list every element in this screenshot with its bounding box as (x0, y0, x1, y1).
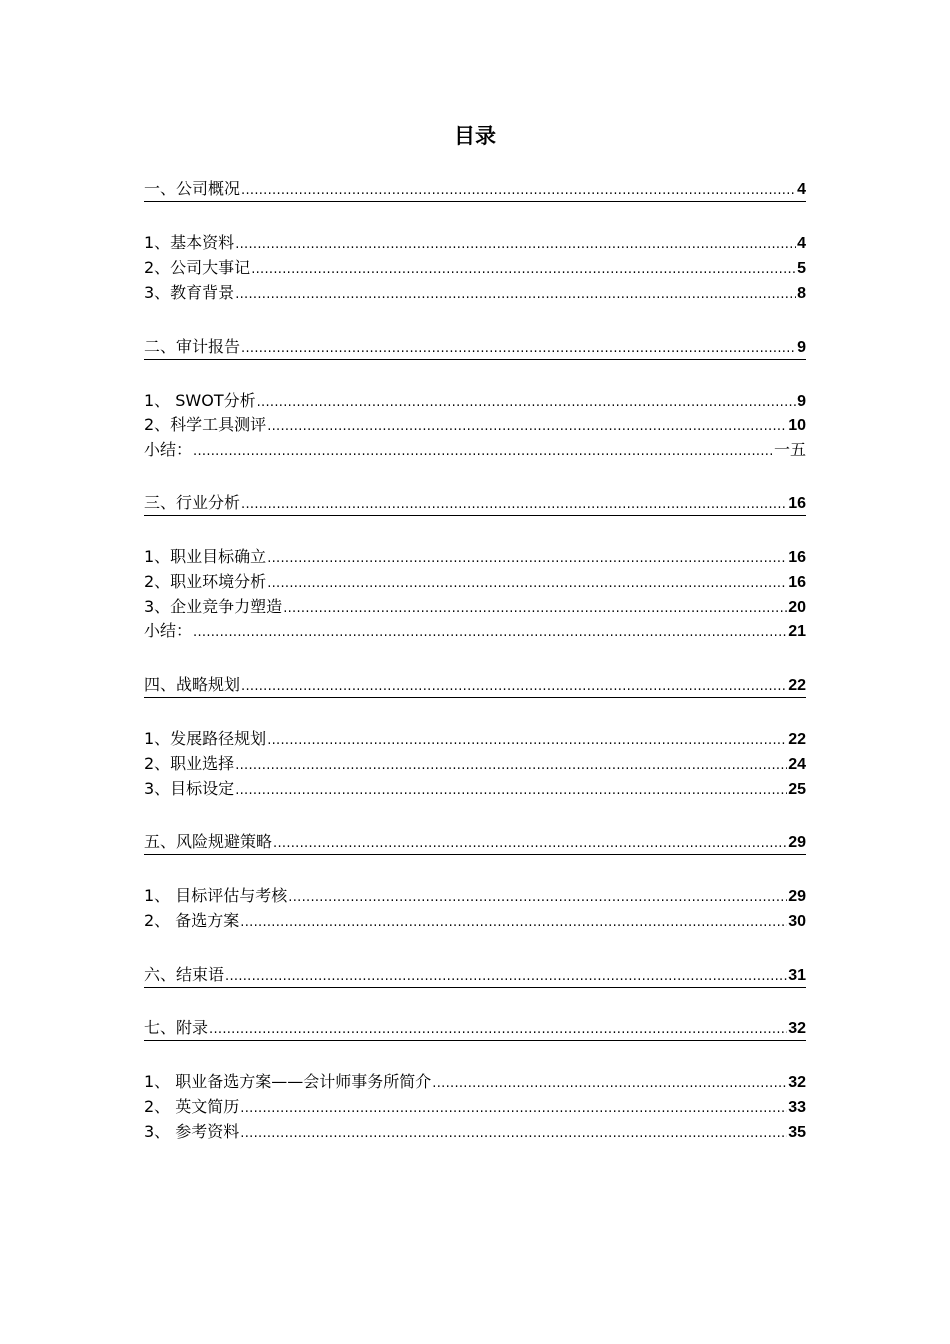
toc-entry-label: 2、 英文简历 (144, 1097, 240, 1116)
toc-entry-label: 三、行业分析 (144, 493, 241, 512)
toc-entry-label: 五、风险规避策略 (144, 832, 273, 851)
toc-page-number: 16 (788, 574, 806, 591)
toc-page-number: 32 (788, 1074, 806, 1091)
leader-dots (193, 622, 787, 644)
toc-entry-label: 2、公司大事记 (144, 258, 251, 277)
toc-item[interactable] (144, 390, 806, 414)
toc-entry-label: 3、目标设定 (144, 779, 235, 798)
leader-dots (241, 338, 796, 359)
leader-dots (241, 180, 796, 201)
leader-dots (267, 548, 787, 570)
toc-entry-label: 1、 职业备选方案——会计师事务所简介 (144, 1072, 432, 1091)
toc-entry-label: 四、战略规划 (144, 675, 241, 694)
toc-item[interactable] (144, 439, 806, 463)
leader-dots (251, 259, 796, 281)
leader-dots (225, 966, 787, 987)
leader-dots (235, 780, 787, 802)
toc-page-number: 35 (788, 1124, 806, 1141)
toc-page-number: 4 (797, 181, 806, 198)
toc-entry-label: 2、 备选方案 (144, 911, 240, 930)
toc-page-number: 21 (788, 623, 806, 640)
toc-page-number: 22 (788, 677, 806, 694)
leader-dots (267, 573, 787, 595)
toc-page-number: 9 (797, 339, 806, 356)
toc-entry-label: 1、职业目标确立 (144, 547, 267, 566)
toc-item[interactable] (144, 885, 806, 909)
leader-dots (283, 598, 787, 620)
leader-dots (240, 1123, 787, 1145)
toc-page-number: 8 (797, 285, 806, 302)
leader-dots (432, 1073, 787, 1095)
toc-page-number: 10 (788, 417, 806, 434)
leader-dots (235, 284, 796, 306)
toc-page-number: 20 (788, 599, 806, 616)
toc-page-number: 31 (788, 967, 806, 984)
toc-page-number: 一五 (773, 440, 806, 459)
toc-entry-label: 2、职业环境分析 (144, 572, 267, 591)
toc-page-number: 29 (788, 888, 806, 905)
toc-item[interactable] (144, 414, 806, 438)
toc-section-7[interactable] (144, 1017, 806, 1041)
toc-item[interactable] (144, 1121, 806, 1145)
leader-dots (267, 416, 787, 438)
toc-entry-label: 小结： (144, 440, 193, 459)
toc-item[interactable] (144, 1071, 806, 1095)
toc-section-4[interactable] (144, 674, 806, 698)
toc-page-number: 29 (788, 834, 806, 851)
toc-page-number: 33 (788, 1099, 806, 1116)
toc-item[interactable] (144, 546, 806, 570)
toc-item[interactable] (144, 753, 806, 777)
toc-entry-label: 二、审计报告 (144, 337, 241, 356)
page-title: 目录 (454, 124, 496, 148)
toc-item[interactable] (144, 778, 806, 802)
leader-dots (235, 234, 796, 256)
toc-entry-label: 3、 参考资料 (144, 1122, 240, 1141)
toc-entry-label: 1、 目标评估与考核 (144, 886, 288, 905)
toc-item[interactable] (144, 232, 806, 256)
toc-entry-label: 3、教育背景 (144, 283, 235, 302)
toc-page-number: 16 (788, 549, 806, 566)
toc-section-1[interactable] (144, 178, 806, 202)
toc-item[interactable] (144, 571, 806, 595)
toc-entry-label: 1、 SWOT分析 (144, 391, 256, 410)
toc-entry-label: 1、基本资料 (144, 233, 235, 252)
leader-dots (240, 1098, 787, 1120)
toc-section-6[interactable] (144, 964, 806, 988)
leader-dots (273, 833, 787, 854)
leader-dots (267, 730, 787, 752)
toc-section-2[interactable] (144, 336, 806, 360)
toc-page-number: 25 (788, 781, 806, 798)
leader-dots (257, 392, 796, 414)
leader-dots (209, 1019, 787, 1040)
toc-item[interactable] (144, 728, 806, 752)
leader-dots (241, 676, 787, 697)
toc-page-number: 16 (788, 495, 806, 512)
leader-dots (288, 887, 787, 909)
toc-page-number: 32 (788, 1020, 806, 1037)
toc-entry-label: 七、附录 (144, 1018, 209, 1037)
toc-page-number: 9 (797, 393, 806, 410)
leader-dots (241, 494, 787, 515)
toc-item[interactable] (144, 257, 806, 281)
toc-page-number: 5 (797, 260, 806, 277)
toc-section-3[interactable] (144, 492, 806, 516)
toc-entry-label: 2、科学工具测评 (144, 415, 267, 434)
leader-dots (193, 441, 773, 463)
toc-page-number: 24 (788, 756, 806, 773)
toc-entry-label: 3、企业竞争力塑造 (144, 597, 283, 616)
toc-item[interactable] (144, 910, 806, 934)
toc-item[interactable] (144, 1096, 806, 1120)
toc-entry-label: 1、发展路径规划 (144, 729, 267, 748)
leader-dots (240, 912, 787, 934)
toc-page-number: 30 (788, 913, 806, 930)
toc-page-number: 22 (788, 731, 806, 748)
toc-entry-label: 2、职业选择 (144, 754, 235, 773)
toc-item[interactable] (144, 596, 806, 620)
toc-entry-label: 六、结束语 (144, 965, 225, 984)
toc-section-5[interactable] (144, 831, 806, 855)
toc-entry-label: 一、公司概况 (144, 179, 241, 198)
leader-dots (235, 755, 787, 777)
toc-entry-label: 小结： (144, 621, 193, 640)
toc-item[interactable] (144, 282, 806, 306)
toc-page-number: 4 (797, 235, 806, 252)
toc-item[interactable] (144, 620, 806, 644)
